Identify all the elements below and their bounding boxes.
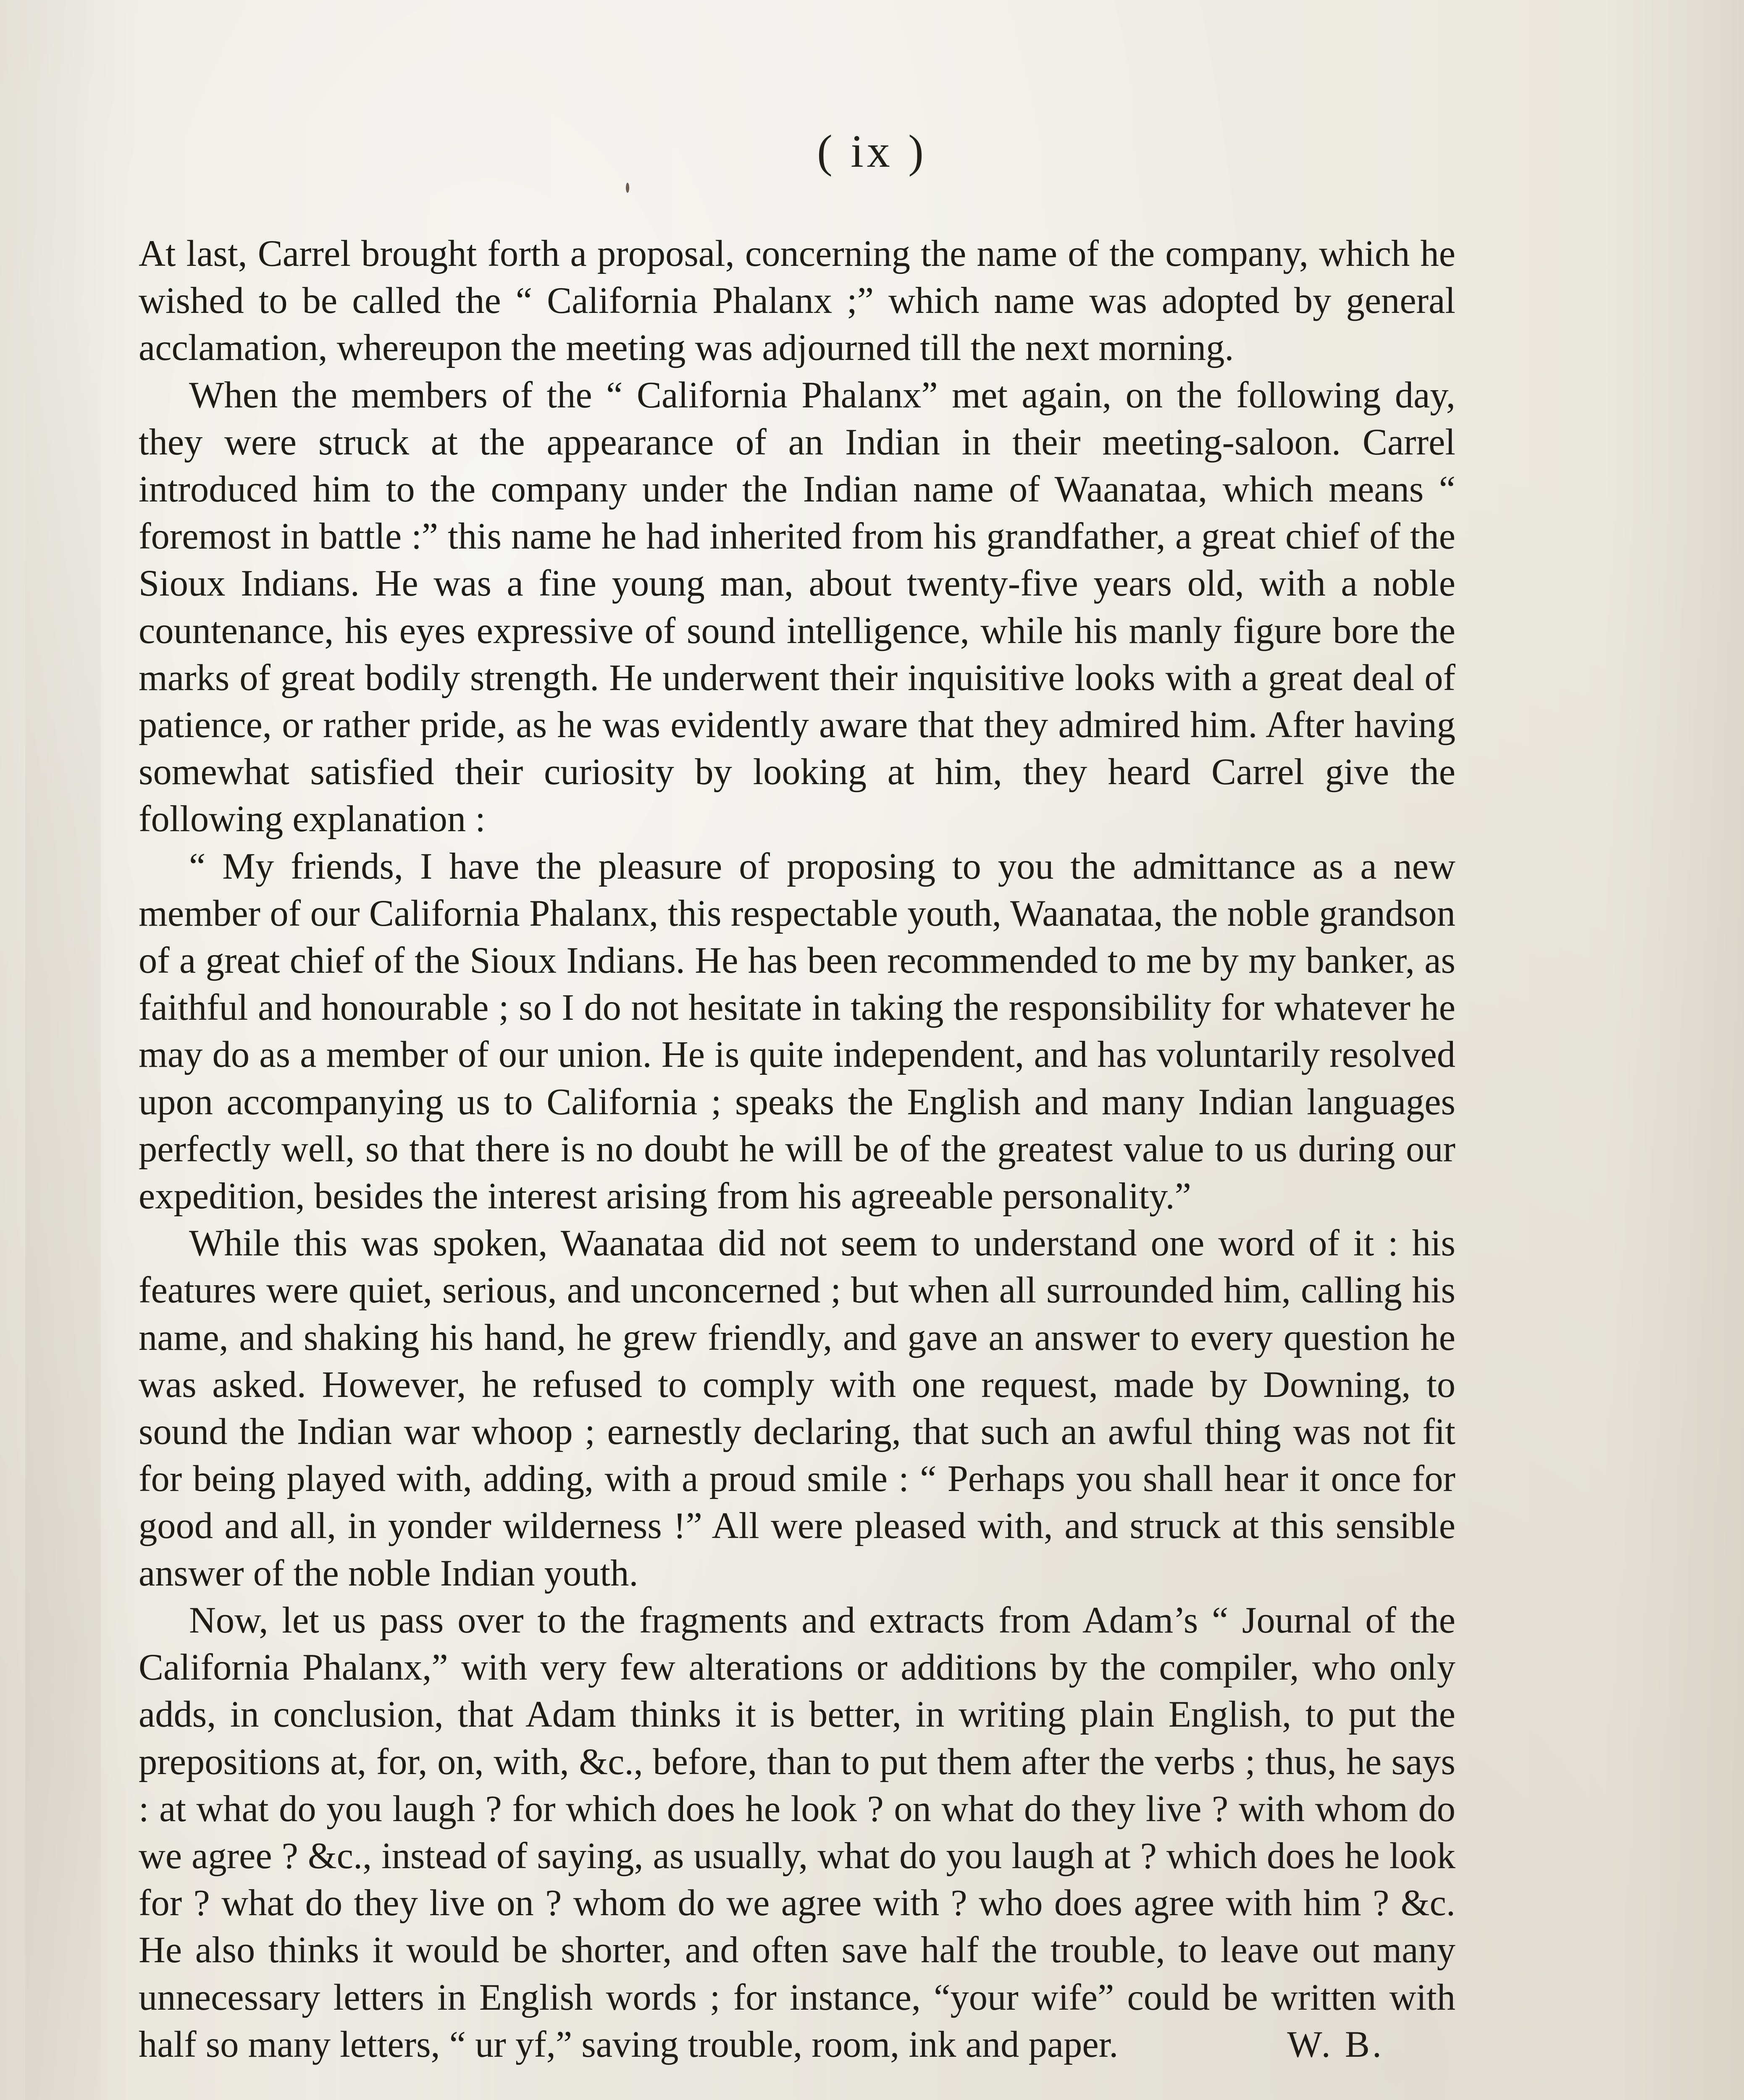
- body-text: [139, 230, 1455, 2068]
- paragraph-proposal: At last, Carrel brought forth a proposal, concerning the name of the company, which he wished to be called the “ California Phalanx ;” which name was adopted by general acclamation, whereupon the meeting was adjourned till the next morning.: [139, 233, 1455, 369]
- paragraph-journal-notes: [139, 1597, 1455, 2068]
- paragraph-carrel-speech: “ My friends, I have the pleasure of proposing to you the admittance as a new member of our California Phalanx, this respectable youth, Waanataa, the noble grandson of a great chief of the Sioux Indians. He has been recommended to me by my banker, as faithful and honourable ; so I do not hesitate in taking the responsibility for whatever he may do as a member of our union. He is quite independent, and has voluntarily resolved upon accompanying us to California ; speaks the English and many Indian languages perfectly well, so that there is no doubt he will be of the greatest value to us during our expedition, besides the interest arising from his agreeable personality.”: [139, 845, 1455, 1217]
- paragraph-war-whoop: While this was spoken, Waanataa did not seem to understand one word of it : his features were quiet, serious, and unconcerned ; but when all surrounded him, calling his name, and shaking his hand, he grew friendly, and gave an answer to every question he was asked. However, he refused to comply with one request, made by Downing, to sound the Indian war whoop ; earnestly declaring, that such an awful thing was not fit for being played with, adding, with a proud smile : “ Perhaps you shall hear it once for good and all, in yonder wilderness !” All were pleased with, and struck at this sensible answer of the noble Indian youth.: [139, 1223, 1455, 1594]
- paper-mark: [626, 183, 629, 193]
- signature: W. B.: [1287, 2024, 1384, 2065]
- paragraph-waanataa-arrival: When the members of the “ California Phalanx” met again, on the following day, they were struck at the appearance of an Indian in their meeting-saloon. Carrel introduced him to the company under the Indian name of Waanataa, which means “ foremost in battle :” this name he had inherited from his grandfather, a great chief of the Sioux Indians. He was a fine young man, about twenty-five years old, with a noble countenance, his eyes expressive of sound intelligence, while his manly figure bore the marks of great bodily strength. He underwent their inquisitive looks with a great deal of patience, or rather pride, as he was evidently aware that they admired him. After having somewhat satisfied their curiosity by looking at him, they heard Carrel give the following explanation :: [139, 374, 1455, 840]
- show-through-shadow: [25, 294, 101, 2100]
- paragraph-journal-text: Now, let us pass over to the fragments and extracts from Adam’s “ Journal of the California Phalanx,” with very few alterations or additions by the compiler, who only adds, in conclusion, that Adam thinks it is better, in writing plain English, to put the prepositions at, for, on, with, &c., before, than to put them after the verbs ; thus, he says : at what do you laugh ? for which does he look ? on what do they live ? with whom do we agree ? &c., instead of saying, as usually, what do you laugh at ? which does he look for ? what do they live on ? whom do we agree with ? who does agree with him ? &c. He also thinks it would be shorter, and often save half the trouble, to leave out many unnecessary letters in English words ; for instance, “your wife” could be written with half so many letters, “ ur yf,” saving trouble, room, ink and paper.: [139, 1599, 1455, 2065]
- page-number: ( ix ): [817, 126, 927, 177]
